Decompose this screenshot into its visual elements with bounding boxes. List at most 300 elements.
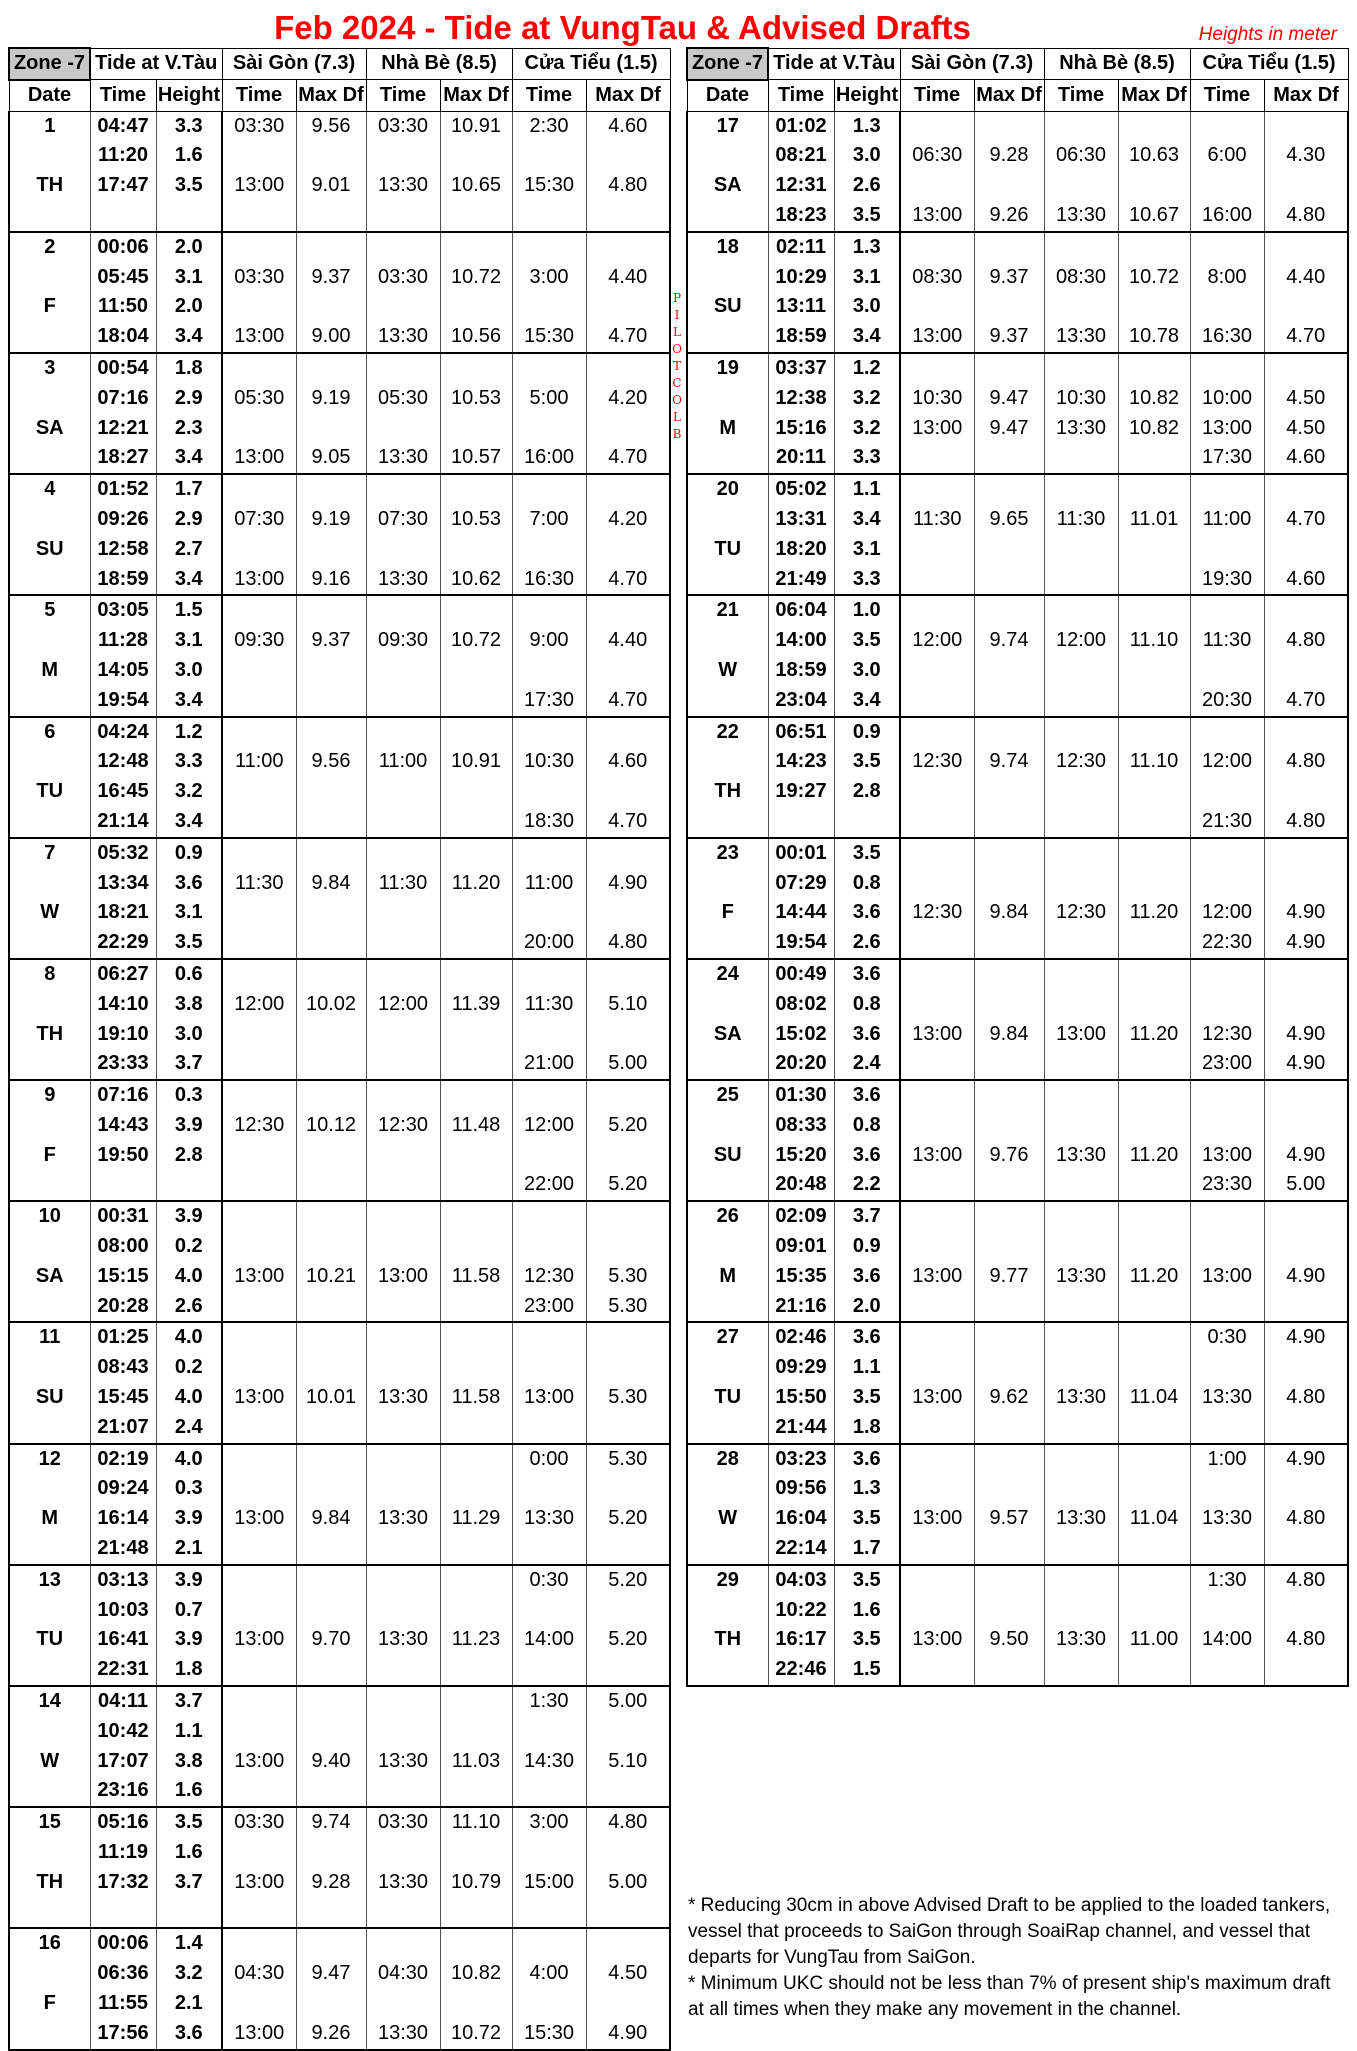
pilot-watermark-letter: C — [672, 376, 682, 390]
tide-time: 23:04 — [768, 686, 834, 717]
cuatieu-time: 16:00 — [1190, 201, 1264, 232]
tide-height: 3.7 — [156, 1049, 222, 1080]
tide-height: 3.4 — [156, 322, 222, 353]
cuatieu-max-draft — [1264, 959, 1348, 990]
nhabe-time: 13:30 — [1044, 1383, 1118, 1413]
saigon-time — [900, 535, 974, 565]
cuatieu-max-draft: 5.20 — [586, 1111, 670, 1141]
saigon-max-draft — [296, 1170, 366, 1201]
cuatieu-time — [512, 1020, 586, 1050]
cuatieu-max-draft — [586, 1020, 670, 1050]
tide-height — [156, 201, 222, 232]
nhabe-max-draft — [440, 1989, 512, 2019]
cuatieu-time — [1190, 777, 1264, 807]
cuatieu-time — [512, 1928, 586, 1959]
cuatieu-time — [512, 353, 586, 384]
cuatieu-time: 4:00 — [512, 1959, 586, 1989]
saigon-max-draft — [974, 1292, 1044, 1323]
nhabe-time — [366, 535, 440, 565]
cuatieu-max-draft — [1264, 869, 1348, 899]
nhabe-max-draft: 11.03 — [440, 1747, 512, 1777]
cuatieu-max-draft — [586, 1534, 670, 1565]
day-number: 5 — [9, 595, 90, 626]
day-number: 24 — [687, 959, 768, 990]
tide-height: 3.3 — [834, 443, 900, 474]
tide-row — [9, 171, 670, 201]
tide-height: 3.2 — [156, 1959, 222, 1989]
tide-row — [9, 1534, 670, 1565]
saigon-time — [222, 1444, 296, 1475]
nhabe-time — [1044, 1292, 1118, 1323]
weekday: TU — [9, 777, 90, 807]
saigon-time — [900, 353, 974, 384]
tide-row — [9, 565, 670, 596]
cuatieu-max-draft — [586, 141, 670, 171]
nhabe-time: 13:30 — [366, 1868, 440, 1898]
cuatieu-max-draft: 5.20 — [586, 1625, 670, 1655]
cuatieu-time — [512, 1353, 586, 1383]
cuatieu-time: 9:00 — [512, 626, 586, 656]
nhabe-max-draft — [1118, 1322, 1190, 1353]
tide-time: 07:16 — [90, 1080, 156, 1111]
cuatieu-time: 13:30 — [1190, 1504, 1264, 1534]
cuatieu-time: 8:00 — [1190, 263, 1264, 293]
nhabe-max-draft — [1118, 777, 1190, 807]
cuatieu-time — [1190, 990, 1264, 1020]
tide-row — [687, 1262, 1348, 1292]
saigon-max-draft: 9.28 — [296, 1868, 366, 1898]
tide-row — [9, 505, 670, 535]
cuatieu-max-draft: 4.60 — [586, 747, 670, 777]
cuatieu-time: 6:00 — [1190, 141, 1264, 171]
date-cell — [687, 1534, 768, 1565]
cuatieu-time: 21:30 — [1190, 807, 1264, 838]
tide-row — [687, 505, 1348, 535]
tide-time: 13:11 — [768, 292, 834, 322]
nhabe-max-draft — [1118, 1534, 1190, 1565]
nhabe-time — [1044, 717, 1118, 748]
cuatieu-max-draft — [586, 1928, 670, 1959]
nhabe-time — [1044, 1080, 1118, 1111]
tide-height: 3.2 — [156, 777, 222, 807]
saigon-max-draft — [974, 353, 1044, 384]
nhabe-max-draft: 11.04 — [1118, 1504, 1190, 1534]
tide-height: 3.4 — [156, 443, 222, 474]
cuatieu-max-draft: 4.70 — [586, 443, 670, 474]
cuatieu-max-draft: 4.90 — [1264, 1262, 1348, 1292]
weekday: W — [687, 656, 768, 686]
tide-height: 1.2 — [156, 717, 222, 748]
tide-row — [687, 263, 1348, 293]
cuatieu-max-draft — [1264, 838, 1348, 869]
day-number: 16 — [9, 1928, 90, 1959]
cuatieu-time: 1:30 — [1190, 1565, 1264, 1596]
nhabe-time — [1044, 111, 1118, 141]
cuatieu-time: 14:30 — [512, 1747, 586, 1777]
saigon-time — [222, 1989, 296, 2019]
tide-height — [834, 807, 900, 838]
cuatieu-max-draft — [1264, 535, 1348, 565]
cuatieu-max-draft — [1264, 292, 1348, 322]
tide-time: 14:00 — [768, 626, 834, 656]
saigon-time — [900, 111, 974, 141]
cuatieu-time — [1190, 1080, 1264, 1111]
cuatieu-time: 7:00 — [512, 505, 586, 535]
cuatieu-max-draft: 4.80 — [586, 928, 670, 959]
maxdf-col-header: Max Df — [1118, 80, 1190, 111]
saigon-time: 13:00 — [222, 1504, 296, 1534]
tide-time: 11:55 — [90, 1989, 156, 2019]
date-cell — [687, 747, 768, 777]
saigon-time: 11:30 — [900, 505, 974, 535]
tide-time: 06:04 — [768, 595, 834, 626]
nhabe-time — [366, 353, 440, 384]
cuatieu-max-draft — [586, 1322, 670, 1353]
cuatieu-max-draft: 4.70 — [586, 565, 670, 596]
nhabe-time — [366, 959, 440, 990]
cuatieu-time — [1190, 1474, 1264, 1504]
saigon-time — [900, 443, 974, 474]
nhabe-time — [366, 898, 440, 928]
cuatieu-time — [1190, 1201, 1264, 1232]
tide-row — [687, 807, 1348, 838]
nhabe-max-draft: 10.65 — [440, 171, 512, 201]
saigon-max-draft: 9.70 — [296, 1625, 366, 1655]
cuatieu-max-draft — [586, 1838, 670, 1868]
tide-row — [9, 807, 670, 838]
nhabe-max-draft — [440, 717, 512, 748]
cuatieu-max-draft — [586, 717, 670, 748]
tide-row — [9, 1625, 670, 1655]
saigon-max-draft — [974, 292, 1044, 322]
tide-row — [9, 990, 670, 1020]
tide-height: 4.0 — [156, 1262, 222, 1292]
nhabe-time: 13:30 — [1044, 1141, 1118, 1171]
cuatieu-time — [1190, 111, 1264, 141]
cuatieu-time: 16:00 — [512, 443, 586, 474]
cuatieu-max-draft: 5.00 — [586, 1868, 670, 1898]
tide-height: 3.9 — [156, 1201, 222, 1232]
date-cell — [687, 1111, 768, 1141]
cuatieu-max-draft: 4.60 — [1264, 443, 1348, 474]
nhabe-max-draft — [1118, 595, 1190, 626]
nhabe-max-draft — [1118, 928, 1190, 959]
cuatieu-time: 1:30 — [512, 1686, 586, 1717]
date-cell — [687, 263, 768, 293]
nhabe-time: 12:30 — [1044, 898, 1118, 928]
tide-time: 17:47 — [90, 171, 156, 201]
day-number: 17 — [687, 111, 768, 141]
nhabe-max-draft — [440, 1444, 512, 1475]
cuatieu-max-draft — [1264, 1353, 1348, 1383]
cuatieu-time — [512, 1201, 586, 1232]
nhabe-time — [366, 717, 440, 748]
saigon-max-draft — [974, 1049, 1044, 1080]
tide-row — [9, 686, 670, 717]
tide-row — [9, 263, 670, 293]
saigon-max-draft — [974, 1201, 1044, 1232]
saigon-max-draft: 9.74 — [974, 626, 1044, 656]
tide-time: 20:20 — [768, 1049, 834, 1080]
saigon-time — [222, 1080, 296, 1111]
saigon-time — [222, 474, 296, 505]
tide-height: 3.0 — [834, 656, 900, 686]
cuatieu-max-draft: 4.20 — [586, 505, 670, 535]
tide-height: 3.6 — [156, 2019, 222, 2050]
saigon-time: 03:30 — [222, 1807, 296, 1838]
saigon-max-draft — [296, 838, 366, 869]
day-number: 10 — [9, 1201, 90, 1232]
saigon-max-draft: 9.84 — [974, 898, 1044, 928]
saigon-time — [222, 717, 296, 748]
tide-row — [687, 1201, 1348, 1232]
saigon-max-draft: 9.19 — [296, 384, 366, 414]
nhabe-max-draft — [440, 353, 512, 384]
nhabe-max-draft — [1118, 990, 1190, 1020]
tide-time: 17:56 — [90, 2019, 156, 2050]
saigon-time — [222, 1049, 296, 1080]
nhabe-max-draft: 10.72 — [440, 626, 512, 656]
tide-height: 3.5 — [834, 201, 900, 232]
tide-row — [9, 1444, 670, 1475]
tide-row — [9, 1111, 670, 1141]
cuatieu-max-draft — [586, 1141, 670, 1171]
zone-header: Zone -7 — [9, 48, 90, 80]
nhabe-max-draft — [440, 1080, 512, 1111]
nhabe-max-draft: 11.10 — [1118, 747, 1190, 777]
tide-time: 12:21 — [90, 414, 156, 444]
nhabe-time — [1044, 1444, 1118, 1475]
tide-height: 3.3 — [834, 565, 900, 596]
nhabe-max-draft: 11.04 — [1118, 1383, 1190, 1413]
tide-height: 3.5 — [834, 1383, 900, 1413]
saigon-time — [222, 928, 296, 959]
saigon-max-draft — [296, 232, 366, 263]
tide-row — [9, 474, 670, 505]
nhabe-time — [1044, 1232, 1118, 1262]
tide-row — [687, 626, 1348, 656]
tide-row — [9, 535, 670, 565]
saigon-time: 11:30 — [222, 869, 296, 899]
cuatieu-max-draft — [586, 1717, 670, 1747]
height-col-header: Height — [156, 80, 222, 111]
saigon-max-draft — [296, 1596, 366, 1626]
tide-height: 2.4 — [834, 1049, 900, 1080]
saigon-max-draft — [296, 1201, 366, 1232]
cuatieu-max-draft — [586, 1080, 670, 1111]
nhabe-max-draft — [440, 535, 512, 565]
cuatieu-time — [512, 898, 586, 928]
tide-row — [687, 1534, 1348, 1565]
cuatieu-time: 15:30 — [512, 171, 586, 201]
nhabe-time: 13:30 — [1044, 1625, 1118, 1655]
saigon-time: 13:00 — [900, 1383, 974, 1413]
saigon-max-draft — [296, 1534, 366, 1565]
saigon-max-draft: 9.37 — [974, 263, 1044, 293]
tide-time: 17:32 — [90, 1868, 156, 1898]
saigon-time: 13:00 — [222, 1383, 296, 1413]
nhabe-max-draft — [440, 898, 512, 928]
tide-row — [687, 1020, 1348, 1050]
cuatieu-time — [512, 777, 586, 807]
saigon-header: Sài Gòn (7.3) — [900, 48, 1044, 80]
nhabe-max-draft: 11.00 — [1118, 1625, 1190, 1655]
saigon-max-draft: 9.62 — [974, 1383, 1044, 1413]
tide-row — [9, 414, 670, 444]
tide-row — [687, 1504, 1348, 1534]
tide-time: 09:29 — [768, 1353, 834, 1383]
cuatieu-max-draft: 4.90 — [586, 2019, 670, 2050]
nhabe-time — [1044, 990, 1118, 1020]
cuatieu-time: 13:00 — [512, 1383, 586, 1413]
cuatieu-time: 17:30 — [512, 686, 586, 717]
nhabe-max-draft — [1118, 1474, 1190, 1504]
cuatieu-time — [1190, 717, 1264, 748]
day-number: 7 — [9, 838, 90, 869]
tide-row — [9, 747, 670, 777]
tide-height: 1.0 — [834, 595, 900, 626]
nhabe-time — [366, 474, 440, 505]
tide-height: 3.8 — [156, 990, 222, 1020]
cuatieu-time — [512, 414, 586, 444]
saigon-time — [900, 565, 974, 596]
tide-time: 16:17 — [768, 1625, 834, 1655]
saigon-max-draft — [296, 1413, 366, 1444]
nhabe-max-draft: 11.29 — [440, 1504, 512, 1534]
tide-height: 3.0 — [156, 656, 222, 686]
saigon-time — [222, 1565, 296, 1596]
tide-time: 08:33 — [768, 1111, 834, 1141]
saigon-time: 04:30 — [222, 1959, 296, 1989]
tide-height: 3.6 — [834, 1444, 900, 1475]
saigon-time: 03:30 — [222, 111, 296, 141]
nhabe-header: Nhà Bè (8.5) — [1044, 48, 1190, 80]
nhabe-max-draft: 11.10 — [1118, 626, 1190, 656]
cuatieu-max-draft: 4.70 — [1264, 686, 1348, 717]
tide-time: 14:05 — [90, 656, 156, 686]
tide-time: 19:10 — [90, 1020, 156, 1050]
tide-time: 01:30 — [768, 1080, 834, 1111]
tide-height: 3.3 — [156, 111, 222, 141]
nhabe-max-draft: 10.62 — [440, 565, 512, 596]
cuatieu-time — [1190, 535, 1264, 565]
saigon-time: 12:30 — [900, 747, 974, 777]
nhabe-max-draft — [1118, 717, 1190, 748]
cuatieu-time — [1190, 959, 1264, 990]
day-number: 11 — [9, 1322, 90, 1353]
nhabe-time — [1044, 928, 1118, 959]
nhabe-time — [1044, 1565, 1118, 1596]
saigon-max-draft — [974, 171, 1044, 201]
nhabe-time: 13:30 — [1044, 1504, 1118, 1534]
nhabe-time: 03:30 — [366, 111, 440, 141]
nhabe-time — [366, 1020, 440, 1050]
tide-row — [9, 1049, 670, 1080]
tide-time: 14:23 — [768, 747, 834, 777]
date-cell — [9, 928, 90, 959]
nhabe-time — [366, 1049, 440, 1080]
cuatieu-max-draft — [1264, 1292, 1348, 1323]
date-cell — [687, 990, 768, 1020]
tide-row — [687, 717, 1348, 748]
cuatieu-max-draft — [1264, 777, 1348, 807]
weekday: W — [9, 898, 90, 928]
tide-row — [9, 384, 670, 414]
saigon-max-draft — [296, 1232, 366, 1262]
tide-row — [9, 292, 670, 322]
cuatieu-time: 10:00 — [1190, 384, 1264, 414]
cuatieu-time: 12:00 — [512, 1111, 586, 1141]
cuatieu-time: 14:00 — [1190, 1625, 1264, 1655]
saigon-max-draft — [974, 1444, 1044, 1475]
nhabe-max-draft — [440, 292, 512, 322]
cuatieu-time — [512, 1776, 586, 1807]
nhabe-time — [366, 807, 440, 838]
nhabe-header: Nhà Bè (8.5) — [366, 48, 512, 80]
pilot-watermark-letter: O — [672, 393, 682, 407]
day-number: 27 — [687, 1322, 768, 1353]
saigon-time: 06:30 — [900, 141, 974, 171]
tide-height: 0.8 — [834, 990, 900, 1020]
weekday: TH — [687, 1625, 768, 1655]
saigon-time — [900, 959, 974, 990]
tide-time: 00:31 — [90, 1201, 156, 1232]
tide-time: 19:27 — [768, 777, 834, 807]
nhabe-time: 08:30 — [1044, 263, 1118, 293]
nhabe-time — [1044, 565, 1118, 596]
cuatieu-max-draft: 4.90 — [1264, 1444, 1348, 1475]
tide-height: 3.2 — [834, 384, 900, 414]
cuatieu-max-draft: 4.90 — [1264, 898, 1348, 928]
date-cell — [9, 1534, 90, 1565]
tide-row — [687, 292, 1348, 322]
footnote-min-ukc: * Minimum UKC should not be less than 7% of present ship's maximum draft at all times when they make any movement in the channel. — [688, 1973, 1331, 2020]
day-number: 4 — [9, 474, 90, 505]
saigon-max-draft — [296, 353, 366, 384]
nhabe-max-draft: 10.82 — [1118, 414, 1190, 444]
saigon-max-draft: 9.40 — [296, 1747, 366, 1777]
nhabe-time — [366, 1565, 440, 1596]
nhabe-max-draft — [440, 1596, 512, 1626]
tide-height: 3.5 — [156, 171, 222, 201]
weekday: TU — [9, 1625, 90, 1655]
nhabe-max-draft: 11.58 — [440, 1262, 512, 1292]
saigon-max-draft: 10.12 — [296, 1111, 366, 1141]
tide-time: 11:28 — [90, 626, 156, 656]
tide-height: 3.5 — [834, 1504, 900, 1534]
nhabe-max-draft — [440, 1565, 512, 1596]
saigon-time — [900, 1413, 974, 1444]
saigon-max-draft: 10.01 — [296, 1383, 366, 1413]
tide-height: 0.8 — [834, 1111, 900, 1141]
saigon-max-draft: 9.00 — [296, 322, 366, 353]
weekday: SU — [9, 1383, 90, 1413]
saigon-max-draft — [974, 959, 1044, 990]
tide-row — [687, 1141, 1348, 1171]
cuatieu-max-draft: 4.80 — [1264, 807, 1348, 838]
tide-row — [9, 717, 670, 748]
tide-row — [687, 1444, 1348, 1475]
date-cell — [687, 505, 768, 535]
tide-row — [687, 1353, 1348, 1383]
cuatieu-max-draft — [1264, 1080, 1348, 1111]
nhabe-max-draft: 11.20 — [1118, 1262, 1190, 1292]
tide-height: 3.8 — [156, 1747, 222, 1777]
saigon-time: 13:00 — [900, 1625, 974, 1655]
cuatieu-max-draft — [1264, 1111, 1348, 1141]
nhabe-max-draft — [440, 1776, 512, 1807]
tide-row — [687, 1170, 1348, 1201]
